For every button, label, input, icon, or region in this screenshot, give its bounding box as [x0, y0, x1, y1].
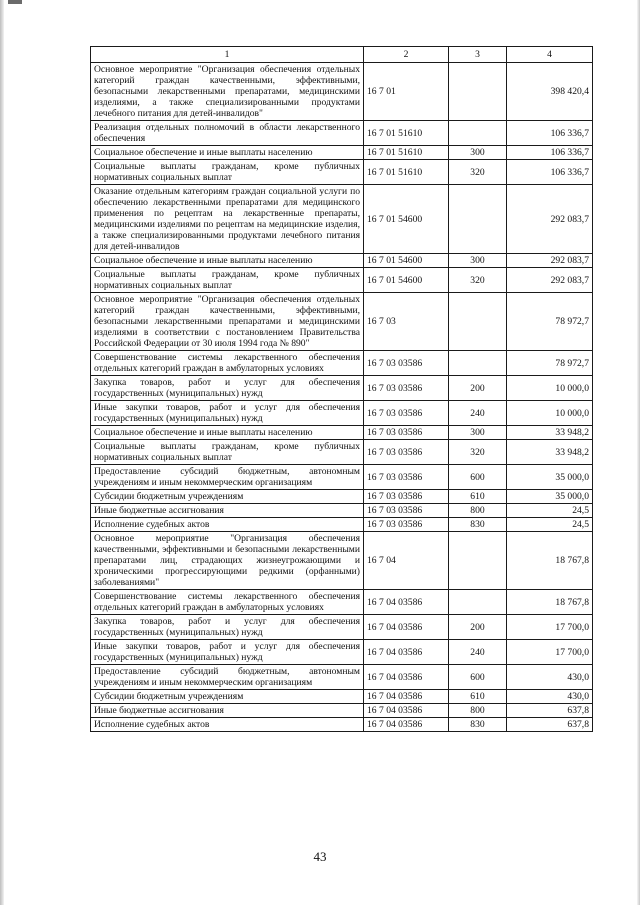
row-amount-cell: 430,0 [507, 665, 593, 690]
row-amount-cell: 637,8 [507, 704, 593, 718]
table-row [91, 465, 593, 490]
row-amount-cell: 106 336,7 [507, 121, 593, 146]
row-name-cell: Иные бюджетные ассигнования [91, 504, 364, 518]
row-name-cell: Оказание отдельным категориям граждан социальной услуги по обеспечению лекарственными препаратами для медицинского применения по рецептам на лекарственные препараты, медицинскими изделиями по рецептам на медицинские изделия, а также специализированными продуктами лечебного питания для детей-инвалидов [91, 185, 364, 254]
row-expense-type-cell: 600 [449, 465, 507, 490]
row-name-cell: Закупка товаров, работ и услуг для обеспечения государственных (муниципальных) нужд [91, 615, 364, 640]
row-expense-type-cell: 830 [449, 718, 507, 732]
scan-mark [8, 0, 22, 4]
row-code-cell: 16 7 01 54600 [364, 185, 449, 254]
table-row [91, 426, 593, 440]
row-name-cell: Предоставление субсидий бюджетным, автономным учреждениям и иным некоммерческим организациям [91, 465, 364, 490]
row-expense-type-cell [449, 293, 507, 351]
row-name-cell: Основное мероприятие "Организация обеспечения отдельных категорий граждан качественными, эффективными, безопасными лекарственными препаратами, медицинскими изделиями, а также специализированными продуктами лечебного питания для детей-инвалидов" [91, 63, 364, 121]
row-expense-type-cell [449, 351, 507, 376]
row-expense-type-cell: 800 [449, 504, 507, 518]
row-expense-type-cell: 610 [449, 490, 507, 504]
table-row [91, 490, 593, 504]
row-code-cell: 16 7 01 51610 [364, 160, 449, 185]
row-code-cell: 16 7 03 03586 [364, 426, 449, 440]
row-amount-cell: 24,5 [507, 504, 593, 518]
row-name-cell: Иные закупки товаров, работ и услуг для обеспечения государственных (муниципальных) нужд [91, 640, 364, 665]
row-code-cell: 16 7 01 51610 [364, 121, 449, 146]
row-amount-cell: 35 000,0 [507, 465, 593, 490]
row-name-cell: Социальные выплаты гражданам, кроме публичных нормативных социальных выплат [91, 268, 364, 293]
row-expense-type-cell: 610 [449, 690, 507, 704]
row-name-cell: Социальные выплаты гражданам, кроме публичных нормативных социальных выплат [91, 440, 364, 465]
row-name-cell: Социальное обеспечение и иные выплаты населению [91, 146, 364, 160]
row-expense-type-cell: 200 [449, 615, 507, 640]
row-expense-type-cell: 320 [449, 440, 507, 465]
row-amount-cell: 17 700,0 [507, 640, 593, 665]
row-expense-type-cell [449, 590, 507, 615]
row-name-cell: Совершенствование системы лекарственного обеспечения отдельных категорий граждан в амбулаторных условиях [91, 590, 364, 615]
row-amount-cell: 292 083,7 [507, 185, 593, 254]
row-expense-type-cell: 240 [449, 401, 507, 426]
table-row [91, 376, 593, 401]
table-row [91, 704, 593, 718]
row-amount-cell: 33 948,2 [507, 440, 593, 465]
row-name-cell: Реализация отдельных полномочий в области лекарственного обеспечения [91, 121, 364, 146]
table-row [91, 665, 593, 690]
row-amount-cell: 24,5 [507, 518, 593, 532]
row-code-cell: 16 7 03 03586 [364, 465, 449, 490]
row-amount-cell: 637,8 [507, 718, 593, 732]
row-amount-cell: 430,0 [507, 690, 593, 704]
row-code-cell: 16 7 03 03586 [364, 351, 449, 376]
row-code-cell: 16 7 01 51610 [364, 146, 449, 160]
row-code-cell: 16 7 03 03586 [364, 504, 449, 518]
row-amount-cell: 18 767,8 [507, 590, 593, 615]
row-amount-cell: 18 767,8 [507, 532, 593, 590]
row-name-cell: Закупка товаров, работ и услуг для обеспечения государственных (муниципальных) нужд [91, 376, 364, 401]
row-expense-type-cell: 800 [449, 704, 507, 718]
row-amount-cell: 292 083,7 [507, 268, 593, 293]
row-code-cell: 16 7 03 03586 [364, 440, 449, 465]
table-row [91, 504, 593, 518]
row-name-cell: Социальное обеспечение и иные выплаты населению [91, 254, 364, 268]
row-name-cell: Предоставление субсидий бюджетным, автономным учреждениям и иным некоммерческим организациям [91, 665, 364, 690]
row-name-cell: Основное мероприятие "Организация обеспечения качественными, эффективными и безопасными лекарственными препаратами лиц, страдающих жизнеугрожающими и хроническими прогрессирующими редкими (орфанными) заболеваниями" [91, 532, 364, 590]
row-name-cell: Совершенствование системы лекарственного обеспечения отдельных категорий граждан в амбулаторных условиях [91, 351, 364, 376]
header-col-1: 1 [91, 47, 364, 63]
row-amount-cell: 35 000,0 [507, 490, 593, 504]
row-code-cell: 16 7 01 [364, 63, 449, 121]
row-code-cell: 16 7 04 03586 [364, 615, 449, 640]
row-code-cell: 16 7 04 [364, 532, 449, 590]
row-name-cell: Социальные выплаты гражданам, кроме публичных нормативных социальных выплат [91, 160, 364, 185]
row-code-cell: 16 7 01 54600 [364, 254, 449, 268]
row-code-cell: 16 7 04 03586 [364, 590, 449, 615]
row-expense-type-cell: 300 [449, 254, 507, 268]
row-code-cell: 16 7 04 03586 [364, 665, 449, 690]
row-amount-cell: 33 948,2 [507, 426, 593, 440]
row-name-cell: Субсидии бюджетным учреждениям [91, 490, 364, 504]
row-code-cell: 16 7 03 03586 [364, 490, 449, 504]
table-row [91, 518, 593, 532]
table-row [91, 690, 593, 704]
row-name-cell: Иные закупки товаров, работ и услуг для обеспечения государственных (муниципальных) нужд [91, 401, 364, 426]
table-row [91, 185, 593, 254]
row-expense-type-cell [449, 532, 507, 590]
header-col-4: 4 [507, 47, 593, 63]
row-code-cell: 16 7 03 03586 [364, 376, 449, 401]
row-expense-type-cell [449, 121, 507, 146]
page-number: 43 [313, 849, 327, 864]
row-code-cell: 16 7 04 03586 [364, 718, 449, 732]
table-row [91, 615, 593, 640]
row-code-cell: 16 7 03 [364, 293, 449, 351]
row-expense-type-cell: 300 [449, 426, 507, 440]
row-amount-cell: 106 336,7 [507, 160, 593, 185]
row-amount-cell: 78 972,7 [507, 351, 593, 376]
table-row [91, 254, 593, 268]
row-amount-cell: 78 972,7 [507, 293, 593, 351]
row-name-cell: Исполнение судебных актов [91, 518, 364, 532]
table-row [91, 640, 593, 665]
row-code-cell: 16 7 03 03586 [364, 401, 449, 426]
row-code-cell: 16 7 04 03586 [364, 690, 449, 704]
row-name-cell: Субсидии бюджетным учреждениям [91, 690, 364, 704]
budget-table [90, 46, 593, 732]
row-expense-type-cell [449, 185, 507, 254]
table-row [91, 293, 593, 351]
row-name-cell: Исполнение судебных актов [91, 718, 364, 732]
row-expense-type-cell: 320 [449, 268, 507, 293]
table-row [91, 718, 593, 732]
row-amount-cell: 10 000,0 [507, 376, 593, 401]
row-expense-type-cell: 320 [449, 160, 507, 185]
scan-left-edge [0, 0, 4, 905]
row-amount-cell: 10 000,0 [507, 401, 593, 426]
row-code-cell: 16 7 01 54600 [364, 268, 449, 293]
table-row [91, 160, 593, 185]
row-code-cell: 16 7 04 03586 [364, 640, 449, 665]
table-row [91, 401, 593, 426]
row-name-cell: Социальное обеспечение и иные выплаты населению [91, 426, 364, 440]
row-expense-type-cell: 600 [449, 665, 507, 690]
header-col-3: 3 [449, 47, 507, 63]
table-row [91, 268, 593, 293]
row-amount-cell: 292 083,7 [507, 254, 593, 268]
row-expense-type-cell: 300 [449, 146, 507, 160]
table-body [91, 63, 593, 732]
table-row [91, 440, 593, 465]
table-row [91, 146, 593, 160]
row-name-cell: Иные бюджетные ассигнования [91, 704, 364, 718]
row-amount-cell: 17 700,0 [507, 615, 593, 640]
row-expense-type-cell [449, 63, 507, 121]
table-row [91, 121, 593, 146]
table-row [91, 590, 593, 615]
header-col-2: 2 [364, 47, 449, 63]
table-row [91, 63, 593, 121]
row-amount-cell: 106 336,7 [507, 146, 593, 160]
row-amount-cell: 398 420,4 [507, 63, 593, 121]
row-code-cell: 16 7 04 03586 [364, 704, 449, 718]
row-expense-type-cell: 830 [449, 518, 507, 532]
row-expense-type-cell: 200 [449, 376, 507, 401]
row-expense-type-cell: 240 [449, 640, 507, 665]
table-header-row [91, 47, 593, 63]
table-row [91, 532, 593, 590]
row-code-cell: 16 7 03 03586 [364, 518, 449, 532]
table-row [91, 351, 593, 376]
row-name-cell: Основное мероприятие "Организация обеспечения отдельных категорий граждан качественными, эффективными, безопасными лекарственными препаратами и медицинскими изделиями в соответствии с постановлением Правительства Российской Федерации от 30 июля 1994 года № 890" [91, 293, 364, 351]
